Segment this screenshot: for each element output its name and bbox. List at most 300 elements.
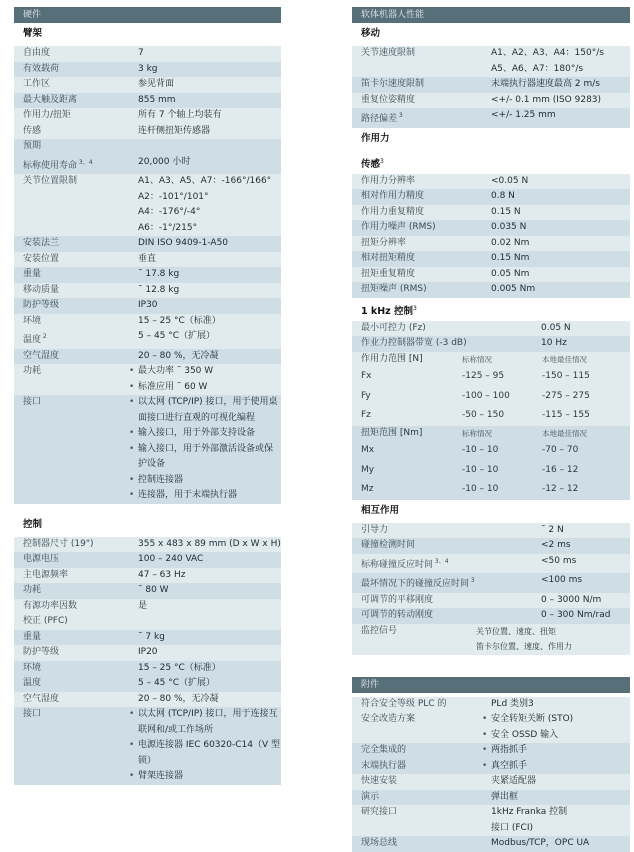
spec-value-line: 0.15 N bbox=[491, 206, 521, 217]
bullet-list bbox=[482, 743, 630, 774]
spec-value bbox=[138, 62, 281, 78]
spec-row bbox=[352, 805, 630, 836]
range-cell: Mz bbox=[361, 484, 374, 494]
spec-row bbox=[352, 554, 630, 574]
spec-row bbox=[14, 93, 281, 109]
spec-value-line: 20,000 小时 bbox=[138, 156, 191, 167]
footnote-ref: 3 bbox=[397, 112, 403, 119]
spec-label bbox=[361, 743, 491, 774]
spec-row bbox=[352, 321, 630, 337]
spec-label-line: 作用力分辨率 bbox=[361, 175, 416, 186]
spec-value-line: A1、A2、A3、A4：150°/s bbox=[491, 48, 604, 58]
spec-value-line: 0 – 3000 N/m bbox=[541, 594, 602, 605]
spec-value-line: 0.005 Nm bbox=[491, 284, 536, 294]
spec-value bbox=[491, 174, 630, 190]
force-title: 作用力 bbox=[361, 132, 390, 144]
bullet-item: • 连接器，用于末端执行器 bbox=[129, 488, 281, 504]
spec-label-line: 环境 bbox=[23, 315, 42, 326]
spec-value bbox=[491, 774, 630, 790]
spec-label bbox=[23, 583, 138, 599]
spec-value bbox=[138, 298, 281, 314]
spec-label bbox=[361, 220, 491, 236]
spec-row bbox=[352, 573, 630, 593]
spec-label bbox=[361, 836, 491, 852]
spec-label bbox=[361, 608, 541, 624]
spec-value-line: <+/- 0.1 mm (ISO 9283) bbox=[491, 94, 602, 105]
spec-value bbox=[138, 568, 281, 584]
spec-label bbox=[23, 630, 138, 646]
spec-value bbox=[138, 139, 281, 174]
spec-row bbox=[14, 552, 281, 568]
spec-row bbox=[352, 267, 630, 283]
range-header-cell: 本地最佳情况 bbox=[542, 354, 587, 364]
spec-label-line: 演示 bbox=[361, 791, 380, 802]
bullet-item: • 两指抓手 bbox=[482, 743, 630, 759]
spec-row bbox=[14, 583, 281, 599]
spec-row bbox=[14, 395, 281, 504]
spec-value-line: ˜ 2 N bbox=[541, 524, 564, 535]
footnote-ref: 2 bbox=[41, 333, 47, 340]
spec-value bbox=[491, 220, 630, 236]
spec-value-line: PLd 类别3 bbox=[491, 698, 534, 709]
spec-row bbox=[14, 645, 281, 661]
range-cell: -50 – 150 bbox=[462, 410, 505, 420]
spec-label-line: 安装法兰 bbox=[23, 238, 60, 248]
spec-label-line: 完全集成的 bbox=[361, 745, 407, 755]
range-cell: Fz bbox=[361, 410, 371, 420]
range-cell: Mx bbox=[361, 445, 375, 455]
spec-row bbox=[14, 599, 281, 630]
spec-value bbox=[138, 77, 281, 93]
spec-row bbox=[14, 630, 281, 646]
khz-control-title: 1 kHz 控制$^3$ bbox=[361, 304, 417, 317]
spec-value bbox=[138, 267, 281, 283]
motion-spec-table bbox=[352, 46, 630, 128]
interaction-spec-table bbox=[352, 523, 630, 655]
spec-value bbox=[491, 46, 630, 77]
range-block bbox=[352, 352, 630, 426]
spec-value-line: 5 – 45 °C（扩展） bbox=[138, 331, 216, 341]
spec-label bbox=[23, 46, 138, 62]
spec-label bbox=[23, 298, 138, 314]
spec-value bbox=[541, 336, 630, 352]
spec-value bbox=[129, 364, 281, 395]
bullet-list bbox=[129, 364, 281, 395]
range-header-cell: 作用力范围 [N] bbox=[361, 353, 423, 364]
spec-label bbox=[361, 523, 541, 539]
spec-label-line: 自由度 bbox=[23, 48, 51, 58]
spec-label bbox=[361, 93, 491, 109]
spec-value bbox=[138, 599, 281, 630]
spec-label-line: 有效载荷 bbox=[23, 63, 60, 74]
spec-label-line: 相对作用力精度 bbox=[361, 191, 425, 201]
spec-label bbox=[361, 282, 491, 298]
spec-label-line: 最小可控力 (Fz) bbox=[361, 322, 426, 333]
spec-value bbox=[129, 707, 281, 785]
range-row bbox=[352, 461, 630, 481]
spec-row bbox=[14, 707, 281, 785]
spec-value bbox=[491, 77, 630, 93]
spec-label bbox=[23, 283, 138, 299]
spec-label-line: 安全改造方案 bbox=[361, 714, 416, 724]
footnote-ref: 3、4 bbox=[77, 158, 93, 166]
spec-label bbox=[23, 552, 138, 568]
spec-label bbox=[361, 205, 491, 221]
spec-label bbox=[23, 93, 138, 109]
range-block bbox=[352, 426, 630, 500]
spec-value-line: 100 – 240 VAC bbox=[138, 554, 204, 564]
spec-value-line: 1kHz Franka 控制 bbox=[491, 807, 568, 817]
bullet-item: • 最大功率 ˜ 350 W bbox=[129, 364, 281, 380]
spec-value bbox=[476, 624, 630, 655]
spec-label-line: 控制器尺寸 (19") bbox=[23, 538, 94, 549]
spec-row bbox=[352, 77, 630, 93]
spec-label-line: 末端执行器 bbox=[361, 760, 407, 771]
spec-label-line: 温度 $^2$ bbox=[23, 333, 47, 345]
spec-value-line: DIN ISO 9409-1-A50 bbox=[138, 238, 229, 248]
spec-label-line: 最坏情况下的碰撞反应时间 $^3$ bbox=[361, 577, 475, 589]
spec-label-line: 快速安装 bbox=[361, 776, 398, 786]
spec-row bbox=[352, 205, 630, 221]
spec-value-line: <0.05 N bbox=[491, 175, 529, 186]
spec-label-line: 标称碰撞反应时间 $^{3、4}$ bbox=[361, 557, 449, 570]
spec-row bbox=[14, 692, 281, 708]
spec-value-line: 0.15 Nm bbox=[491, 253, 530, 263]
bullet-item: • 臂架连接器 bbox=[129, 769, 281, 785]
bullet-item: • 以太网 (TCP/IP) 接口，用于连接互联网和/或工作场所 bbox=[129, 707, 281, 738]
spec-value bbox=[491, 805, 630, 836]
spec-label-line: 防护等级 bbox=[23, 647, 60, 657]
range-cell: -100 – 100 bbox=[462, 390, 510, 401]
spec-label bbox=[23, 77, 138, 93]
spec-label bbox=[361, 805, 491, 836]
range-row bbox=[352, 367, 630, 387]
spec-label-line: 碰撞检测时间 bbox=[361, 540, 416, 550]
spec-label bbox=[361, 236, 491, 252]
spec-label-line: 作用力噪声 (RMS) bbox=[361, 222, 436, 232]
spec-value bbox=[541, 538, 630, 554]
spec-value bbox=[138, 645, 281, 661]
range-cell: -125 – 95 bbox=[462, 371, 505, 381]
spec-label bbox=[23, 236, 138, 252]
spec-label bbox=[23, 139, 138, 174]
spec-row bbox=[352, 93, 630, 109]
range-cell: My bbox=[361, 464, 375, 475]
range-header-cell: 标称情况 bbox=[462, 354, 492, 364]
spec-value bbox=[491, 108, 630, 128]
spec-label-line: 扭矩重复精度 bbox=[361, 268, 416, 279]
spec-value-line: 0.05 Nm bbox=[491, 268, 530, 279]
spec-label bbox=[361, 108, 491, 128]
spec-label-line: 现场总线 bbox=[361, 838, 398, 848]
spec-row bbox=[352, 523, 630, 539]
spec-value-line: 0.035 N bbox=[491, 222, 527, 232]
spec-label-line: 可调节的转动刚度 bbox=[361, 610, 434, 620]
motion-title: 移动 bbox=[361, 28, 381, 39]
spec-label bbox=[361, 624, 476, 655]
spec-value-line: 接口 (FCI) bbox=[491, 822, 533, 833]
spec-label bbox=[361, 697, 491, 744]
spec-value-line: 5 – 45 °C（扩展） bbox=[138, 678, 216, 688]
spec-label-line: 环境 bbox=[23, 662, 42, 673]
spec-value-line: <2 ms bbox=[541, 540, 571, 550]
range-header bbox=[352, 426, 630, 442]
spec-label-line: 引导力 bbox=[361, 524, 389, 535]
spec-value bbox=[491, 836, 630, 852]
spec-label-line: 监控信号 bbox=[361, 625, 398, 636]
spec-row bbox=[14, 537, 281, 553]
spec-value-line: 10 Hz bbox=[541, 338, 567, 348]
spec-value bbox=[491, 790, 630, 806]
torque-range-table bbox=[352, 426, 630, 500]
spec-value-line: A5、A6、A7：180°/s bbox=[491, 63, 584, 74]
spec-label-line: 重量 bbox=[23, 631, 42, 642]
spec-label-line: 扭矩分辨率 bbox=[361, 237, 407, 248]
spec-label bbox=[361, 774, 491, 790]
spec-value bbox=[138, 108, 281, 139]
spec-row bbox=[352, 790, 630, 806]
spec-value bbox=[138, 661, 281, 692]
sensing-spec-table bbox=[352, 174, 630, 298]
spec-row bbox=[14, 46, 281, 62]
spec-label bbox=[361, 554, 541, 574]
spec-label bbox=[23, 174, 138, 236]
spec-row bbox=[352, 774, 630, 790]
bullet-list bbox=[482, 712, 630, 743]
spec-label-line: 标称使用寿命 $^{3、4}$ bbox=[23, 158, 93, 171]
spec-value-line: 是 bbox=[138, 600, 148, 611]
range-cell: -16 – 12 bbox=[542, 464, 579, 475]
spec-row bbox=[14, 298, 281, 314]
spec-value bbox=[491, 236, 630, 252]
range-row bbox=[352, 406, 630, 426]
sensing-title: 传感$^3$ bbox=[361, 157, 384, 170]
khz-control-table bbox=[352, 321, 630, 352]
range-header bbox=[352, 352, 630, 368]
spec-value bbox=[491, 282, 630, 298]
spec-label-line: 功耗 bbox=[23, 366, 42, 376]
spec-value bbox=[541, 321, 630, 337]
range-cell: Fx bbox=[361, 371, 372, 381]
spec-row bbox=[352, 236, 630, 252]
spec-label-line: 研究接口 bbox=[361, 807, 398, 817]
spec-row bbox=[14, 108, 281, 139]
footnote-ref: 3、4 bbox=[433, 557, 449, 565]
spec-label-line: 重量 bbox=[23, 269, 42, 279]
range-cell: -10 – 10 bbox=[462, 484, 499, 494]
spec-label-line: 工作区 bbox=[23, 79, 51, 89]
spec-value bbox=[138, 283, 281, 299]
spec-row bbox=[14, 174, 281, 236]
spec-value bbox=[491, 697, 630, 744]
spec-label-line: 有源功率因数 bbox=[23, 600, 78, 611]
spec-label bbox=[23, 692, 138, 708]
spec-value bbox=[541, 608, 630, 624]
bullet-item: • 安全 OSSD 输入 bbox=[482, 728, 630, 744]
hardware-column bbox=[14, 7, 281, 785]
spec-row bbox=[14, 314, 281, 349]
bullet-item: • 输入接口，用于外部激活设备或保护设备 bbox=[129, 442, 281, 473]
range-cell: -10 – 10 bbox=[462, 464, 499, 475]
spec-label-line: 校正 (PFC) bbox=[23, 616, 68, 626]
arm-spec-table bbox=[14, 46, 281, 504]
spec-label-line: 最大触及距离 bbox=[23, 94, 78, 105]
spec-label-line: 功耗 bbox=[23, 585, 42, 595]
spec-label bbox=[23, 62, 138, 78]
spec-value bbox=[541, 573, 630, 593]
spec-value-line: 0.02 Nm bbox=[491, 237, 530, 248]
spec-row bbox=[352, 697, 630, 744]
spec-value-line: ˜ 12.8 kg bbox=[138, 284, 180, 295]
spec-label bbox=[361, 321, 541, 337]
control-spec-table bbox=[14, 537, 281, 785]
spec-row bbox=[352, 220, 630, 236]
spec-label bbox=[361, 189, 491, 205]
spec-row bbox=[352, 251, 630, 267]
spec-value-line: IP30 bbox=[138, 300, 158, 310]
spec-value-line: A1、A3、A5、A7：-166°/166° bbox=[138, 176, 272, 186]
spec-label bbox=[361, 538, 541, 554]
spec-label bbox=[23, 267, 138, 283]
bullet-list bbox=[129, 395, 281, 504]
accessories-table bbox=[352, 697, 630, 852]
bullet-item: • 以太网 (TCP/IP) 接口，用于使用桌面接口进行直观的可视化编程 bbox=[129, 395, 281, 426]
spec-row bbox=[352, 282, 630, 298]
spec-value-line: 15 – 25 °C（标准） bbox=[138, 662, 221, 673]
spec-value-line: A6：-1°/215° bbox=[138, 222, 198, 233]
spec-row bbox=[14, 267, 281, 283]
spec-label bbox=[361, 573, 541, 593]
spec-value-line: 20 – 80 %，无冷凝 bbox=[138, 693, 219, 704]
spec-row bbox=[352, 608, 630, 624]
spec-value bbox=[491, 189, 630, 205]
spec-label bbox=[23, 349, 138, 365]
spec-label-line: 移动质量 bbox=[23, 284, 60, 295]
spec-label-line: 路径偏差 $^3$ bbox=[361, 112, 403, 124]
spec-label bbox=[361, 46, 491, 77]
range-cell: Fy bbox=[361, 390, 371, 401]
range-header-cell: 本地最佳情况 bbox=[542, 428, 587, 438]
spec-row bbox=[352, 743, 630, 774]
spec-value-line: 7 bbox=[138, 48, 144, 58]
spec-row bbox=[352, 174, 630, 190]
footnote-ref: 3 bbox=[469, 577, 475, 584]
spec-row bbox=[352, 593, 630, 609]
range-cell: -275 – 275 bbox=[542, 390, 590, 401]
spec-value-line: 47 – 63 Hz bbox=[138, 569, 186, 580]
spec-value-line: A2：-101°/101° bbox=[138, 191, 209, 202]
spec-row bbox=[14, 568, 281, 584]
spec-value-line: <+/- 1.25 mm bbox=[491, 110, 556, 120]
spec-label-line: 电源电压 bbox=[23, 554, 60, 564]
spec-label bbox=[23, 364, 138, 395]
spec-value-line: A4：-176°/-4° bbox=[138, 207, 201, 217]
range-row bbox=[352, 480, 630, 500]
range-cell: -150 – 115 bbox=[542, 371, 590, 381]
spec-row bbox=[352, 189, 630, 205]
spec-value-line: 0.05 N bbox=[541, 322, 571, 333]
spec-label-line: 作用力重复精度 bbox=[361, 206, 425, 217]
spec-value-line: ˜ 7 kg bbox=[138, 631, 165, 642]
spec-value bbox=[491, 93, 630, 109]
performance-column bbox=[352, 7, 630, 852]
spec-label-line: 作业力控制器带宽 (-3 dB) bbox=[361, 338, 467, 348]
spec-label bbox=[361, 593, 541, 609]
spec-label-line: 相对扭矩精度 bbox=[361, 253, 416, 263]
spec-row bbox=[14, 139, 281, 174]
spec-label-line: 防护等级 bbox=[23, 300, 60, 310]
spec-value bbox=[541, 593, 630, 609]
spec-row bbox=[14, 661, 281, 692]
spec-label bbox=[23, 599, 138, 630]
range-header-cell: 扭矩范围 [Nm] bbox=[361, 427, 423, 438]
spec-label-line: 关节速度限制 bbox=[361, 48, 416, 58]
range-row bbox=[352, 441, 630, 461]
spec-label bbox=[23, 645, 138, 661]
spec-label bbox=[361, 174, 491, 190]
range-cell: -70 – 70 bbox=[542, 445, 579, 455]
spec-label bbox=[23, 661, 138, 692]
spec-label-line: 接口 bbox=[23, 709, 42, 719]
spec-value-line: 连杆侧扭矩传感器 bbox=[138, 125, 211, 136]
spec-value-line: <50 ms bbox=[541, 555, 577, 566]
range-cell: -10 – 10 bbox=[462, 445, 499, 455]
spec-value bbox=[138, 630, 281, 646]
control-title: 控制 bbox=[23, 518, 43, 530]
performance-header: 软体机器人性能 bbox=[352, 7, 630, 23]
spec-row bbox=[352, 538, 630, 554]
bullet-item: • 安全转矩关断 (STO) bbox=[482, 712, 630, 728]
spec-row bbox=[14, 77, 281, 93]
spec-value bbox=[129, 395, 281, 504]
spec-value bbox=[138, 583, 281, 599]
spec-row bbox=[14, 283, 281, 299]
spec-value bbox=[491, 251, 630, 267]
spec-row bbox=[14, 236, 281, 252]
spec-value bbox=[138, 692, 281, 708]
spec-value-line: ˜ 80 W bbox=[138, 585, 169, 595]
spec-label-line: 空气湿度 bbox=[23, 350, 60, 361]
spec-value-line: 0.8 N bbox=[491, 191, 515, 201]
accessories-header: 附件 bbox=[352, 677, 630, 693]
spec-value bbox=[138, 46, 281, 62]
spec-value bbox=[491, 267, 630, 283]
range-row bbox=[352, 387, 630, 407]
spec-label bbox=[23, 537, 138, 553]
spec-label bbox=[361, 267, 491, 283]
spec-label-line: 可调节的平移刚度 bbox=[361, 594, 434, 605]
spec-label-line: 笛卡尔速度限制 bbox=[361, 79, 425, 89]
spec-label bbox=[23, 568, 138, 584]
spec-value bbox=[138, 236, 281, 252]
spec-label-line: 空气湿度 bbox=[23, 693, 60, 704]
spec-row bbox=[14, 62, 281, 78]
spec-row bbox=[14, 252, 281, 268]
spec-label-line: 安装位置 bbox=[23, 253, 60, 264]
spec-label-line: 符合安全等级 PLC 的 bbox=[361, 698, 447, 709]
spec-label-line: 作用力/扭矩 bbox=[23, 110, 72, 120]
bullet-item: • 电源连接器 IEC 60320-C14（V 型锁） bbox=[129, 738, 281, 769]
spec-value-line: 0 – 300 Nm/rad bbox=[541, 610, 611, 620]
spec-value-line: 笛卡尔位置、速度、作用力 bbox=[476, 642, 572, 651]
spec-label-line: 温度 bbox=[23, 678, 42, 688]
bullet-item: • 输入接口，用于外部支持设备 bbox=[129, 426, 281, 442]
spec-label bbox=[361, 77, 491, 93]
spec-label bbox=[361, 251, 491, 267]
spec-value bbox=[491, 205, 630, 221]
spec-label bbox=[23, 314, 138, 349]
spec-label-line: 接口 bbox=[23, 397, 42, 407]
